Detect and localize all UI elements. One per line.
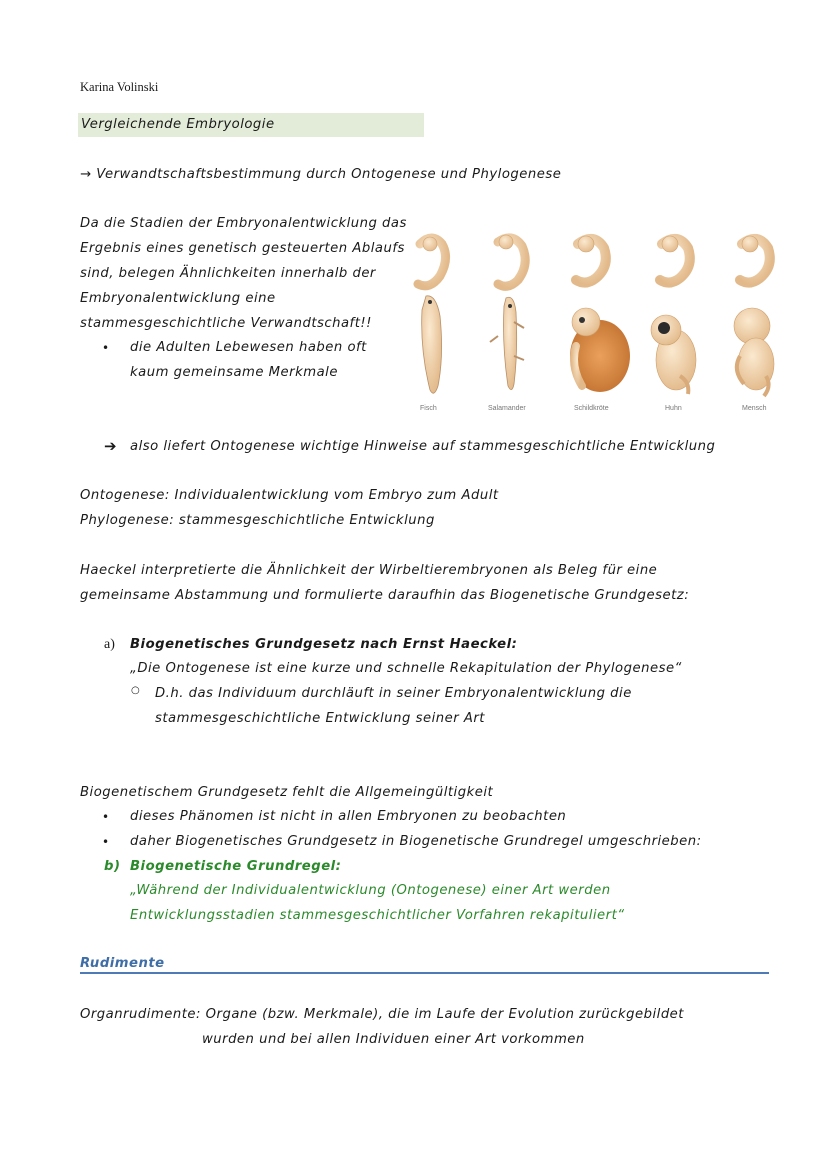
law-a-sub-line-1: D.h. das Individuum durchläuft in seiner Embryonalentwicklung die: [155, 686, 632, 701]
intro-line-1: Da die Stadien der Embryonalentwicklung das: [80, 216, 407, 231]
heading-underline: [80, 972, 769, 974]
figure-label-chicken: Huhn: [665, 405, 682, 412]
early-embryo-fish: [418, 237, 446, 286]
late-embryo-fish: [422, 296, 442, 393]
bullet-dot: •: [102, 810, 110, 824]
arrow-bullet-icon: ➔: [104, 437, 117, 455]
figure-label-turtle: Schildkröte: [574, 405, 609, 412]
law-a-quote: „Die Ontogenese ist eine kurze und schnelle Rekapitulation der Phylogenese“: [130, 661, 682, 676]
organrudimente-line-2: wurden und bei allen Individuen einer Art vorkommen: [202, 1032, 585, 1047]
haeckel-line-2: gemeinsame Abstammung und formulierte daraufhin das Biogenetische Grundgesetz:: [80, 588, 690, 603]
critique-line: Biogenetischem Grundgesetz fehlt die Allgemeingültigkeit: [80, 785, 494, 800]
law-b-quote-line-2: Entwicklungsstadien stammesgeschichtlicher Vorfahren rekapituliert“: [130, 908, 625, 923]
bullet-dot: •: [102, 341, 110, 355]
section-title: Vergleichende Embryologie: [81, 117, 275, 132]
early-embryo-human: [740, 236, 770, 283]
intro-line-4: Embryonalentwicklung eine: [80, 291, 276, 306]
intro-bullet-line-1: die Adulten Lebewesen haben oft: [130, 340, 367, 355]
law-a-sub-line-2: stammesgeschichtliche Entwicklung seiner Art: [155, 711, 485, 726]
section-title-highlight: [78, 113, 424, 137]
organrudimente-line-1: Organrudimente: Organe (bzw. Merkmale), die im Laufe der Evolution zurückgebildet: [80, 1007, 684, 1022]
embryo-comparison-figure: [410, 226, 790, 418]
late-embryo-turtle: [570, 308, 630, 392]
list-marker-a: a): [104, 637, 115, 652]
intro-bullet-line-2: kaum gemeinsame Merkmale: [130, 365, 338, 380]
figure-label-salamander: Salamander: [488, 405, 526, 412]
law-b-heading: Biogenetische Grundregel:: [130, 859, 342, 874]
early-embryo-salamander: [498, 235, 525, 286]
arrow-line: → Verwandtschaftsbestimmung durch Ontogenese und Phylogenese: [80, 167, 562, 182]
rudimente-heading: Rudimente: [80, 956, 165, 971]
author-name: Karina Volinski: [80, 80, 159, 94]
late-embryo-human: [734, 308, 774, 396]
intro-line-5: stammesgeschichtliche Verwandtschaft!!: [80, 316, 372, 331]
circle-bullet-icon: ○: [131, 685, 140, 696]
figure-label-human: Mensch: [742, 405, 767, 412]
law-a-heading: Biogenetisches Grundgesetz nach Ernst Haeckel:: [130, 637, 518, 652]
late-embryo-chicken: [651, 315, 696, 394]
critique-bullet-1: dieses Phänomen ist nicht in allen Embryonen zu beobachten: [130, 809, 567, 824]
haeckel-line-1: Haeckel interpretierte die Ähnlichkeit der Wirbeltierembryonen als Beleg für eine: [80, 563, 658, 578]
law-b-quote-line-1: „Während der Individualentwicklung (Ontogenese) einer Art werden: [130, 883, 611, 898]
conclusion-line: also liefert Ontogenese wichtige Hinweise auf stammesgeschichtliche Entwicklung: [130, 439, 716, 454]
critique-bullet-2: daher Biogenetisches Grundgesetz in Biogenetische Grundregel umgeschrieben:: [130, 834, 702, 849]
figure-label-fish: Fisch: [420, 405, 437, 412]
intro-line-2: Ergebnis eines genetisch gesteuerten Ablaufs: [80, 241, 405, 256]
definition-ontogenese: Ontogenese: Individualentwicklung vom Embryo zum Adult: [80, 488, 499, 503]
early-embryo-chicken: [660, 236, 690, 283]
bullet-dot: •: [102, 835, 110, 849]
early-embryo-turtle: [576, 236, 606, 283]
late-embryo-salamander: [490, 297, 524, 389]
definition-phylogenese: Phylogenese: stammesgeschichtliche Entwicklung: [80, 513, 435, 528]
list-marker-b: b): [104, 859, 121, 874]
intro-line-3: sind, belegen Ähnlichkeiten innerhalb der: [80, 266, 376, 281]
